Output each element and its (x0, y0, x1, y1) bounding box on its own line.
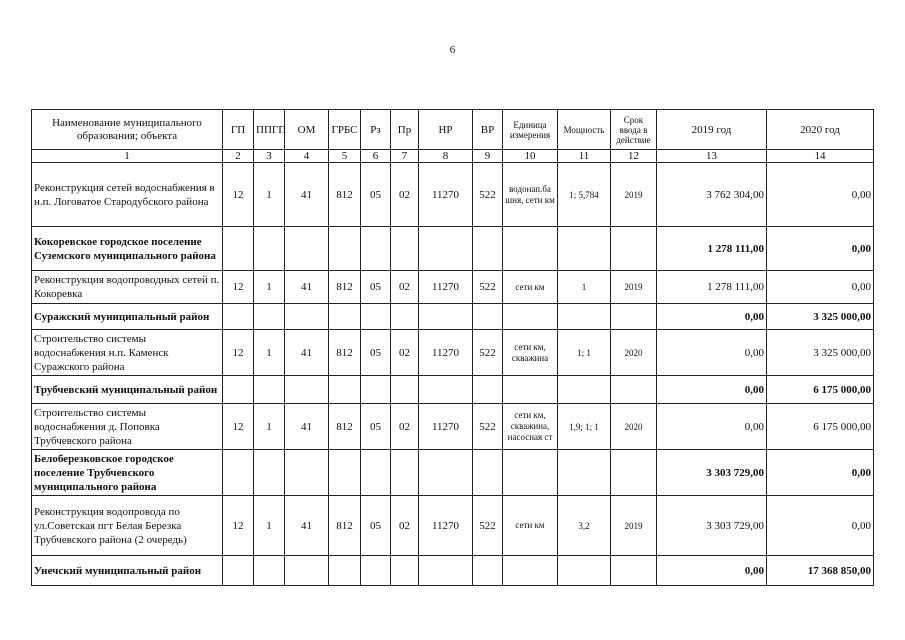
grbs-cell: 812 (329, 163, 361, 227)
table-row (32, 376, 874, 404)
pr-cell: 02 (391, 404, 419, 450)
amount-2019: 1 278 111,00 (657, 227, 767, 271)
amount-2019: 3 303 729,00 (657, 496, 767, 556)
column-number: 3 (254, 150, 285, 163)
pr-cell: 02 (391, 163, 419, 227)
om-cell: 41 (285, 163, 329, 227)
rz-cell: 05 (361, 330, 391, 376)
capacity-cell: 1,9; 1; 1 (558, 404, 611, 450)
table-row (32, 271, 874, 304)
capacity-cell: 1; 5,784 (558, 163, 611, 227)
header-name: Наименование муниципального образования; объекта (32, 110, 223, 150)
table-row (32, 450, 874, 496)
unit-cell: сети км, скважина (503, 330, 558, 376)
om-cell: 41 (285, 496, 329, 556)
header-2020: 2020 год (767, 110, 874, 150)
column-number: 10 (503, 150, 558, 163)
header-rz: Рз (361, 110, 391, 150)
gp-cell: 12 (223, 330, 254, 376)
column-number: 1 (32, 150, 223, 163)
object-name: Реконструкция сетей водоснабжения в н.п. Логоватое Стародубского района (32, 163, 223, 227)
grbs-cell: 812 (329, 330, 361, 376)
column-number-row (32, 150, 874, 163)
ppgp-cell: 1 (254, 330, 285, 376)
gp-cell: 12 (223, 404, 254, 450)
group-name: Суражский муниципальный район (32, 304, 223, 330)
group-name: Белоберезковское городское поселение Трубчевского муниципального района (32, 450, 223, 496)
table-row (32, 330, 874, 376)
group-name: Унечский муниципальный район (32, 556, 223, 586)
table-row (32, 304, 874, 330)
amount-2020: 0,00 (767, 163, 874, 227)
gp-cell: 12 (223, 496, 254, 556)
object-name: Строительство системы водоснабжения н.п. Каменск Суражского района (32, 330, 223, 376)
amount-2020: 0,00 (767, 271, 874, 304)
nr-cell: 11270 (419, 330, 473, 376)
amount-2019: 0,00 (657, 376, 767, 404)
object-name: Реконструкция водопровода по ул.Советская пгт Белая Березка Трубчевского района (2 очередь) (32, 496, 223, 556)
column-number: 8 (419, 150, 473, 163)
table-row (32, 496, 874, 556)
vr-cell: 522 (473, 163, 503, 227)
table-row (32, 163, 874, 227)
unit-cell: сети км, скважина, насосная ст (503, 404, 558, 450)
term-cell: 2019 (611, 271, 657, 304)
amount-2019: 0,00 (657, 556, 767, 586)
budget-table (31, 109, 874, 586)
page-number: 6 (449, 44, 456, 56)
object-name: Строительство системы водоснабжения д. Поповка Трубчевского района (32, 404, 223, 450)
header-2019: 2019 год (657, 110, 767, 150)
term-cell: 2019 (611, 496, 657, 556)
header-pr: Пр (391, 110, 419, 150)
amount-2020: 3 325 000,00 (767, 304, 874, 330)
amount-2020: 0,00 (767, 496, 874, 556)
term-cell: 2020 (611, 330, 657, 376)
capacity-cell: 1 (558, 271, 611, 304)
column-number: 12 (611, 150, 657, 163)
amount-2020: 17 368 850,00 (767, 556, 874, 586)
amount-2020: 6 175 000,00 (767, 376, 874, 404)
unit-cell: водонап.ба шня, сети км (503, 163, 558, 227)
ppgp-cell: 1 (254, 496, 285, 556)
header-gp: ГП (223, 110, 254, 150)
capacity-cell: 3,2 (558, 496, 611, 556)
term-cell: 2020 (611, 404, 657, 450)
pr-cell: 02 (391, 271, 419, 304)
table-row (32, 404, 874, 450)
column-number: 13 (657, 150, 767, 163)
header-term: Срок ввода в действие (611, 110, 657, 150)
group-name: Трубчевский муниципальный район (32, 376, 223, 404)
rz-cell: 05 (361, 404, 391, 450)
nr-cell: 11270 (419, 271, 473, 304)
rz-cell: 05 (361, 496, 391, 556)
om-cell: 41 (285, 404, 329, 450)
nr-cell: 11270 (419, 404, 473, 450)
amount-2019: 3 303 729,00 (657, 450, 767, 496)
grbs-cell: 812 (329, 271, 361, 304)
table-row (32, 556, 874, 586)
vr-cell: 522 (473, 330, 503, 376)
header-om: ОМ (285, 110, 329, 150)
om-cell: 41 (285, 330, 329, 376)
amount-2020: 3 325 000,00 (767, 330, 874, 376)
header-vr: ВР (473, 110, 503, 150)
column-number: 14 (767, 150, 874, 163)
ppgp-cell: 1 (254, 163, 285, 227)
ppgp-cell: 1 (254, 271, 285, 304)
nr-cell: 11270 (419, 163, 473, 227)
ppgp-cell: 1 (254, 404, 285, 450)
pr-cell: 02 (391, 330, 419, 376)
header-unit: Единица измерения (503, 110, 558, 150)
column-number: 2 (223, 150, 254, 163)
amount-2019: 0,00 (657, 330, 767, 376)
pr-cell: 02 (391, 496, 419, 556)
column-number: 11 (558, 150, 611, 163)
table-row (32, 227, 874, 271)
header-grbs: ГРБС (329, 110, 361, 150)
header-capacity: Мощность (558, 110, 611, 150)
grbs-cell: 812 (329, 404, 361, 450)
amount-2019: 3 762 304,00 (657, 163, 767, 227)
column-number: 5 (329, 150, 361, 163)
unit-cell: сети км (503, 496, 558, 556)
gp-cell: 12 (223, 271, 254, 304)
amount-2020: 0,00 (767, 227, 874, 271)
nr-cell: 11270 (419, 496, 473, 556)
vr-cell: 522 (473, 404, 503, 450)
om-cell: 41 (285, 271, 329, 304)
grbs-cell: 812 (329, 496, 361, 556)
amount-2020: 0,00 (767, 450, 874, 496)
header-row (32, 110, 874, 150)
capacity-cell: 1; 1 (558, 330, 611, 376)
gp-cell: 12 (223, 163, 254, 227)
object-name: Реконструкция водопроводных сетей п. Кокоревка (32, 271, 223, 304)
amount-2020: 6 175 000,00 (767, 404, 874, 450)
header-nr: НР (419, 110, 473, 150)
unit-cell: сети км (503, 271, 558, 304)
amount-2019: 1 278 111,00 (657, 271, 767, 304)
column-number: 9 (473, 150, 503, 163)
column-number: 6 (361, 150, 391, 163)
term-cell: 2019 (611, 163, 657, 227)
rz-cell: 05 (361, 271, 391, 304)
amount-2019: 0,00 (657, 404, 767, 450)
header-ppgp: ППГП (254, 110, 285, 150)
column-number: 7 (391, 150, 419, 163)
group-name: Кокоревское городское поселение Суземского муниципального района (32, 227, 223, 271)
vr-cell: 522 (473, 271, 503, 304)
amount-2019: 0,00 (657, 304, 767, 330)
column-number: 4 (285, 150, 329, 163)
rz-cell: 05 (361, 163, 391, 227)
vr-cell: 522 (473, 496, 503, 556)
